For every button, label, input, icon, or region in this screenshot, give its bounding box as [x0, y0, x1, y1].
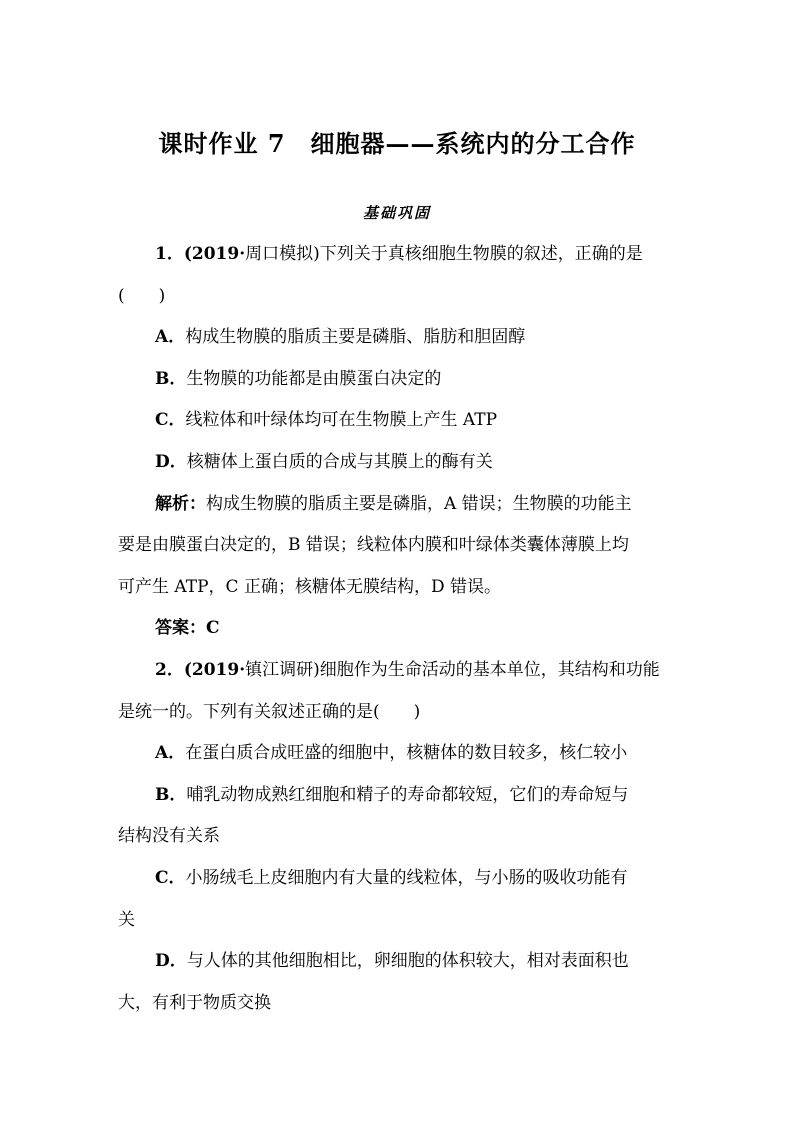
- answer-value: C: [206, 618, 220, 638]
- analysis-line-3: 可产生 ATP，C 正确；核糖体无膜结构，D 错误。: [118, 577, 501, 597]
- analysis-line-2: 要是由膜蛋白决定的，B 错误；线粒体内膜和叶绿体类囊体薄膜上均: [118, 535, 629, 555]
- option-text: 构成生物膜的脂质主要是磷脂、脂肪和胆固醇: [185, 327, 526, 347]
- answer-line: [155, 614, 220, 642]
- option-b: [155, 365, 441, 393]
- option-a: [155, 739, 627, 767]
- question-1-stem: [155, 240, 643, 268]
- option-letter: D．: [155, 951, 187, 971]
- option-text: 小肠绒毛上皮细胞内有大量的线粒体，与小肠的吸收功能有: [185, 868, 628, 888]
- question-text: 镇江调研)细胞作为生命活动的基本单位，其结构和功能: [245, 660, 660, 680]
- section-heading: 基础巩固: [362, 204, 431, 222]
- option-text: 核糖体上蛋白质的合成与其膜上的酶有关: [186, 452, 493, 472]
- question-2-stem: [155, 656, 660, 684]
- option-text: 与人体的其他细胞相比，卵细胞的体积较大，相对表面积也: [186, 951, 629, 971]
- option-letter: C．: [155, 410, 186, 430]
- question-source: (2019·: [183, 660, 246, 680]
- option-letter: B．: [155, 785, 187, 805]
- option-d: [155, 947, 629, 975]
- question-2-stem-cont: 是统一的。下列有关叙述正确的是( ): [118, 702, 421, 722]
- option-letter: D．: [155, 452, 187, 472]
- option-c: [155, 406, 497, 434]
- option-a: [155, 323, 525, 351]
- option-d-cont: 大，有利于物质交换: [118, 993, 271, 1013]
- page-title: 课时作业 7 细胞器——系统内的分工合作: [158, 129, 636, 158]
- option-text: 生物膜的功能都是由膜蛋白决定的: [186, 369, 442, 389]
- analysis-label: 解析：: [155, 494, 206, 514]
- option-text: 线粒体和叶绿体均可在生物膜上产生 ATP: [185, 410, 498, 430]
- option-b: [155, 781, 628, 809]
- option-text: 在蛋白质合成旺盛的细胞中，核糖体的数目较多，核仁较小: [185, 743, 628, 763]
- option-letter: A．: [155, 743, 186, 763]
- answer-label: 答案：: [155, 618, 206, 638]
- option-c: [155, 864, 628, 892]
- question-number: 1．: [155, 244, 184, 264]
- question-text: 周口模拟)下列关于真核细胞生物膜的叙述，正确的是: [245, 244, 643, 264]
- analysis-text: 构成生物膜的脂质主要是磷脂，A 错误；生物膜的功能主: [206, 494, 632, 514]
- option-text: 哺乳动物成熟红细胞和精子的寿命都较短，它们的寿命短与: [186, 785, 629, 805]
- option-letter: B．: [155, 369, 187, 389]
- question-number: 2．: [155, 660, 184, 680]
- option-b-cont: 结构没有关系: [118, 826, 220, 846]
- option-letter: A．: [155, 327, 186, 347]
- option-letter: C．: [155, 868, 186, 888]
- question-source: (2019·: [183, 244, 246, 264]
- question-1-bracket: ( ): [118, 286, 166, 306]
- option-c-cont: 关: [118, 910, 135, 930]
- analysis-line-1: [155, 490, 632, 518]
- option-d: [155, 448, 493, 476]
